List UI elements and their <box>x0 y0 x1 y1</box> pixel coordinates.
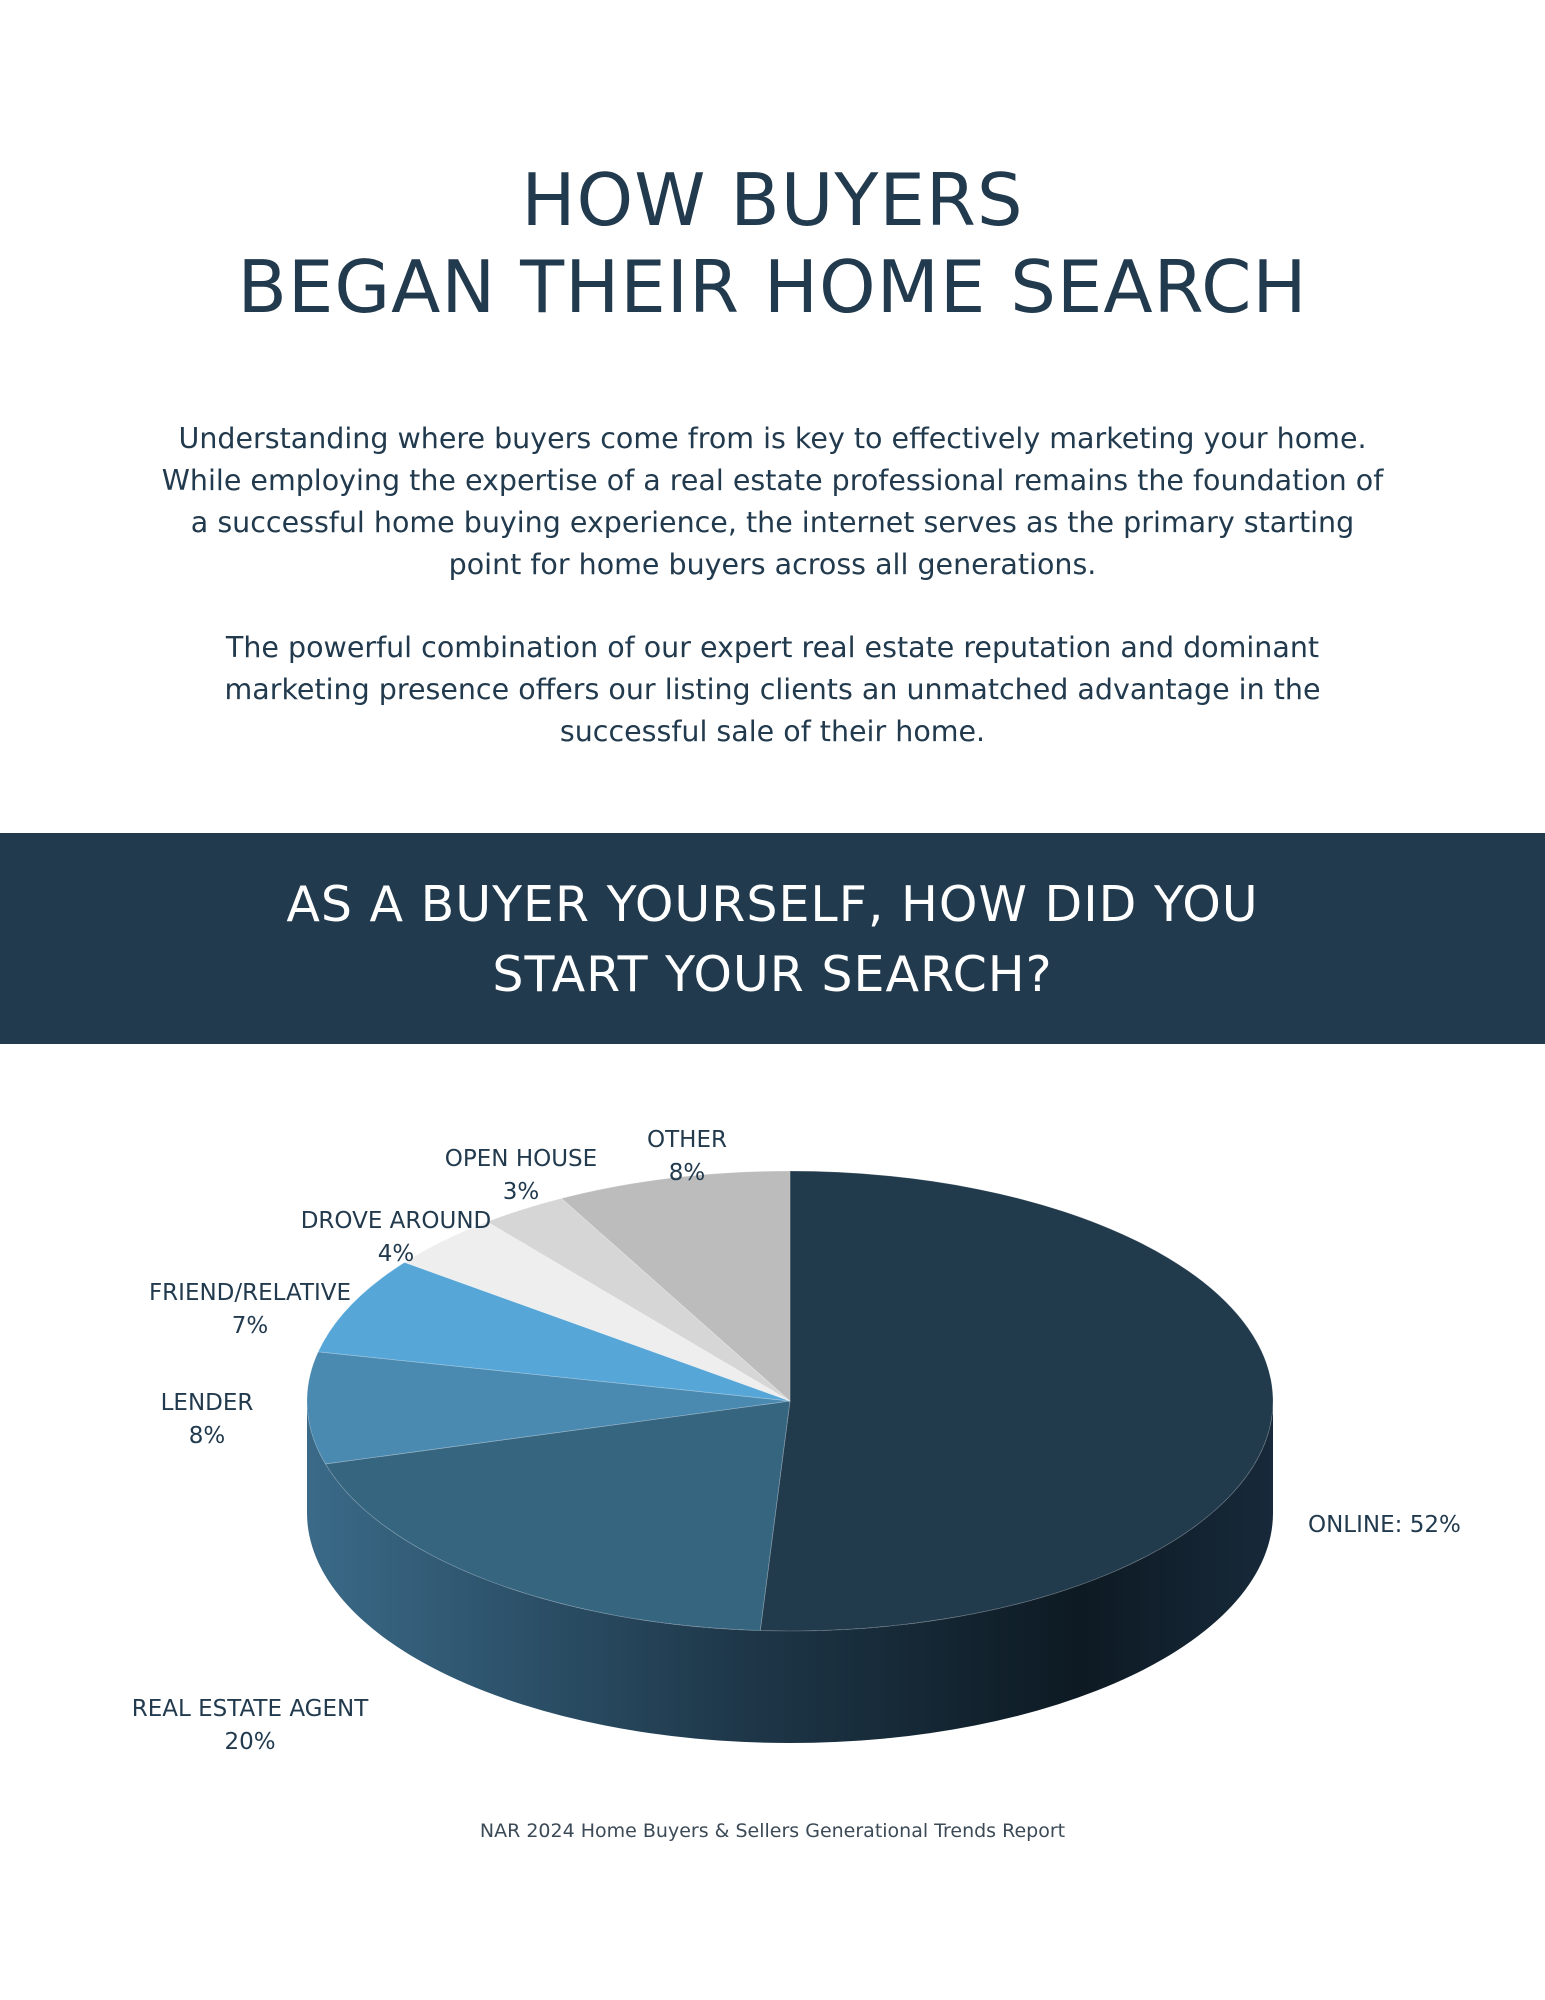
pie-chart <box>0 1044 1545 1804</box>
label-drove-around-name: DROVE AROUND <box>300 1208 492 1234</box>
label-friend-relative-value: 7% <box>231 1313 269 1339</box>
question-band <box>0 833 1545 1044</box>
source-note: NAR 2024 Home Buyers & Sellers Generational Trends Report <box>479 1820 1066 1842</box>
label-other-name: OTHER <box>647 1127 727 1153</box>
label-real-estate-agent-value: 20% <box>224 1729 276 1755</box>
label-open-house-name: OPEN HOUSE <box>444 1146 598 1172</box>
page-title-line-2: BEGAN THEIR HOME SEARCH <box>237 245 1308 329</box>
page-title-line-1: HOW BUYERS <box>521 158 1024 242</box>
question-line-1: AS A BUYER YOURSELF, HOW DID YOU <box>286 876 1259 933</box>
label-open-house-value: 3% <box>502 1179 540 1205</box>
pie-top-face <box>307 1171 1273 1631</box>
label-lender-name: LENDER <box>160 1390 254 1416</box>
question-text <box>0 870 1545 1010</box>
question-line-2: START YOUR SEARCH? <box>492 946 1053 1003</box>
label-online: ONLINE: 52% <box>1308 1512 1461 1538</box>
label-friend-relative-name: FRIEND/RELATIVE <box>148 1280 352 1306</box>
intro-paragraph-1: Understanding where buyers come from is key to effectively marketing your home. While employing the expertise of a real estate professional remains the foundation of a successful home buying experience, the internet serves as the primary starting point for home buyers across all generations. <box>161 422 1384 581</box>
label-other-value: 8% <box>668 1160 706 1186</box>
intro-paragraph-2: The powerful combination of our expert real estate reputation and dominant marketing presence offers our listing clients an unmatched advantage in the successful sale of their home. <box>224 631 1321 748</box>
label-drove-around-value: 4% <box>377 1241 415 1267</box>
label-real-estate-agent-name: REAL ESTATE AGENT <box>131 1696 369 1722</box>
label-lender-value: 8% <box>188 1423 226 1449</box>
